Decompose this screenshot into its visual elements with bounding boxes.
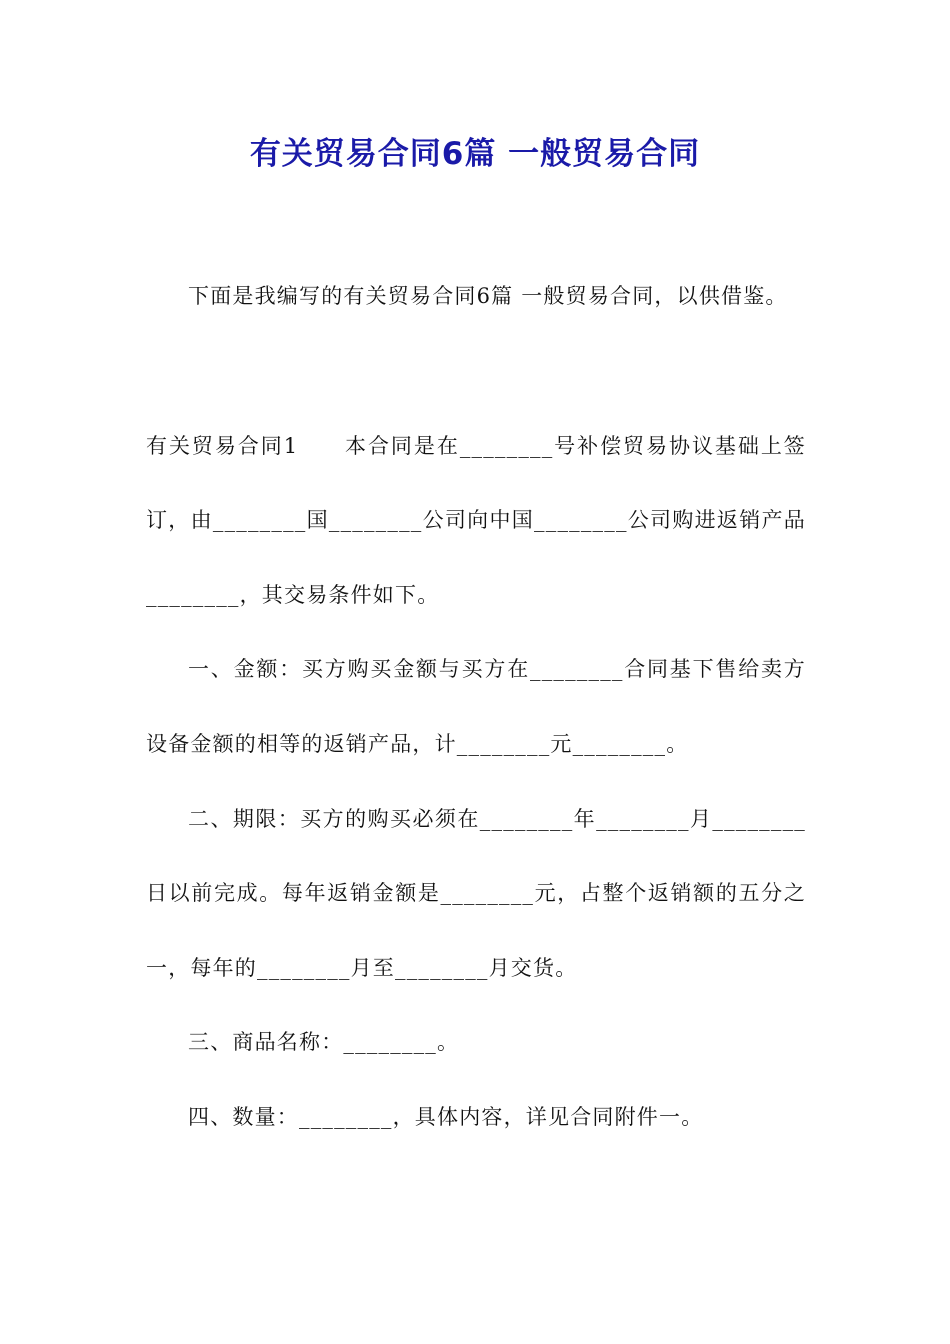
contract-opening-paragraph: 有关贸易合同1 本合同是在________号补偿贸易协议基础上签订，由________国________公司向中国________公司购进返销产品________，其交易条件如下。 (146, 433, 806, 607)
document-title: 有关贸易合同6篇 一般贸易合同 (249, 136, 701, 172)
clause-quantity: 四、数量：________，具体内容，详见合同附件一。 (188, 1104, 704, 1129)
clause-amount: 一、金额：买方购买金额与买方在________合同基下售给卖方设备金额的相等的返销产品，计________元________。 (146, 657, 806, 756)
clause-product-name: 三、商品名称：________。 (188, 1030, 460, 1055)
intro-paragraph: 下面是我编写的有关贸易合同6篇 一般贸易合同，以供借鉴。 (188, 284, 788, 308)
clause-period: 二、期限：买方的购买必须在________年________月________日以前完成。每年返销金额是________元，占整个返销额的五分之一，每年的________月至________月交货。 (146, 806, 806, 980)
paragraph-spacer (146, 334, 806, 409)
document-body (146, 259, 806, 1155)
